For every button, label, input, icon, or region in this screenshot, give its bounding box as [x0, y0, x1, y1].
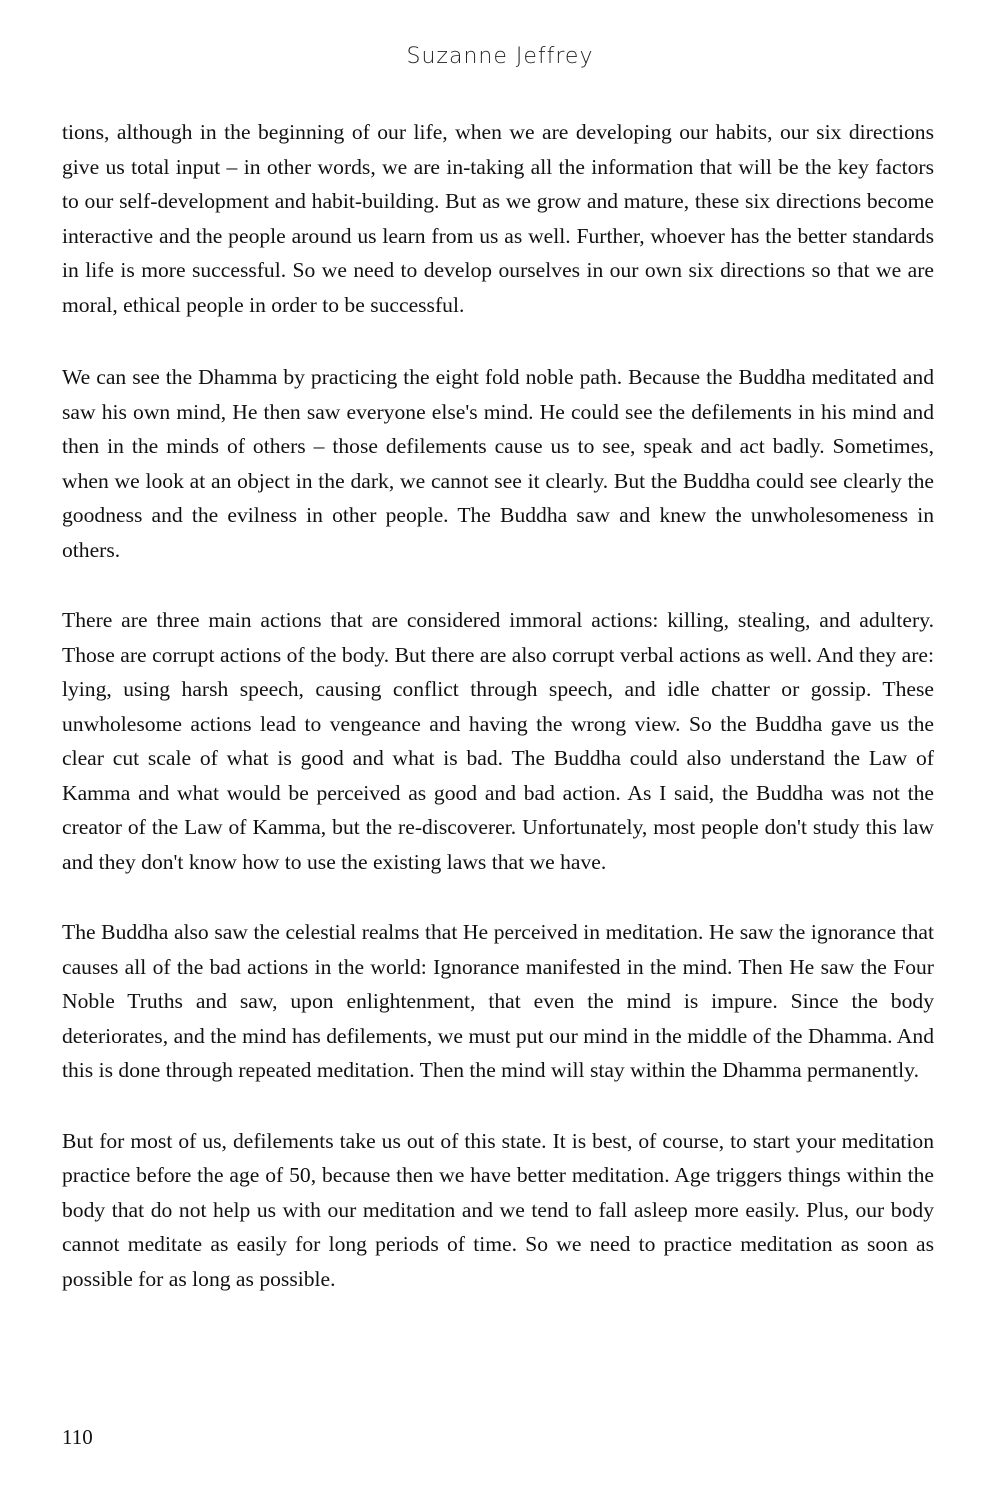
paragraph-meditation-age: But for most of us, defilements take us out of this state. It is best, of course, to start your meditation practice before the age of 50, because then we have better meditation. Age triggers things within the body that do not help us with our meditation and we tend to fall asleep more easily. Plus, our body cannot meditate as easily for long periods of time. So we need to practice meditation as soon as possible for as long as possible.: [62, 1128, 934, 1291]
page-number: 110: [62, 1425, 93, 1449]
paragraph-seeing-dhamma: We can see the Dhamma by practicing the eight fold noble path. Because the Buddha meditated and saw his own mind, He then saw everyone else's mind. He could see the defilements in his mind and then in the minds of others – those defilements cause us to see, speak and act badly. Sometimes, when we look at an object in the dark, we cannot see it clearly. But the Buddha could see clearly the goodness and the evilness in other people. The Buddha saw and knew the unwholesomeness in others.: [62, 365, 934, 562]
body-text: [62, 115, 934, 1332]
paragraph-immoral-actions: There are three main actions that are considered immoral actions: killing, stealing, and adultery. Those are corrupt actions of the body. But there are also corrupt verbal actions as well. And they are: lying, using harsh speech, causing conflict through speech, and idle chatter or gossip. These unwholesome actions lead to vengeance and having the wrong view. So the Buddha gave us the clear cut scale of what is good and what is bad. The Buddha could also understand the Law of Kamma and what would be perceived as good and bad action. As I said, the Buddha was not the creator of the Law of Kamma, but the re-discoverer. Unfortunately, most people don't study this law and they don't know how to use the existing laws that we have.: [62, 608, 934, 874]
paragraph-celestial-realms: The Buddha also saw the celestial realms that He perceived in meditation. He saw the ignorance that causes all of the bad actions in the world: Ignorance manifested in the mind. Then He saw the Four Noble Truths and saw, upon enlightenment, that even the mind is impure. Since the body deteriorates, and the mind has defilements, we must put our mind in the middle of the Dhamma. And this is done through repeated meditation. Then the mind will stay within the Dhamma permanently.: [62, 920, 934, 1082]
running-header-author: Suzanne Jeffrey: [406, 44, 594, 69]
paragraph-six-directions: tions, although in the beginning of our life, when we are developing our habits, our six directions give us total input – in other words, we are in-taking all the information that will be the key factors to our self-development and habit-building. But as we grow and mature, these six directions become interactive and the people around us learn from us as well. Further, whoever has the better standards in life is more successful. So we need to develop ourselves in our own six directions so that we are moral, ethical people in order to be successful.: [62, 120, 934, 317]
